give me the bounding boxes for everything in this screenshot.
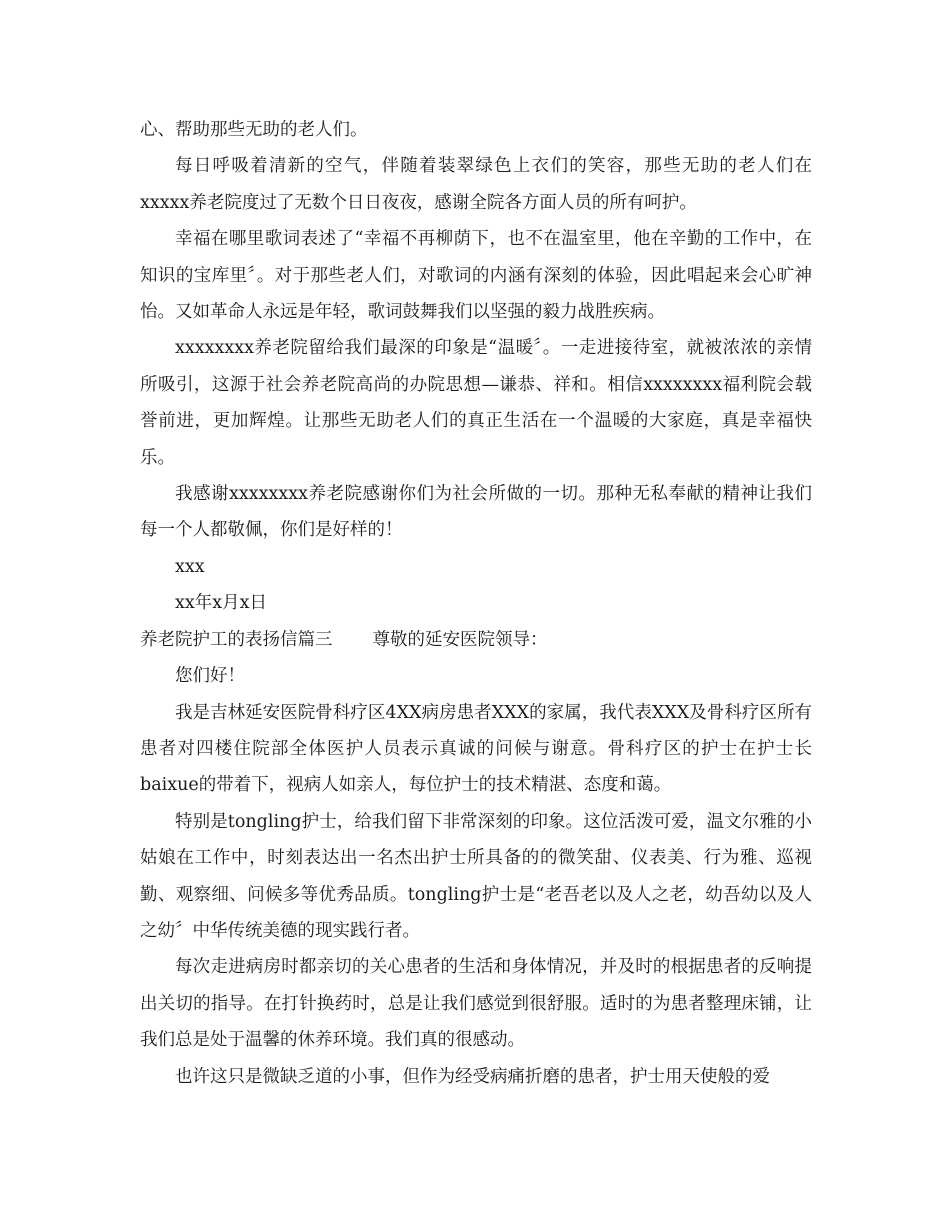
section-heading (140, 622, 812, 658)
paragraph: 每次走进病房时都亲切的关心患者的生活和身体情况，并及时的根据患者的反响提出关切的指导。在打针换药时，总是让我们感觉到很舒服。适时的为患者整理床铺，让我们总是处于温馨的休养环境。我们真的很感动。 (140, 957, 812, 1051)
paragraph: xxxxxxxx养老院留给我们最深的印象是“温暖〞。一走进接待室，就被浓浓的亲情所吸引，这源于社会养老院高尚的办院思想—谦恭、祥和。相信xxxxxxxx福利院会载誉前进，更加辉煌。让那些无助老人们的真正生活在一个温暖的大家庭，真是幸福快乐。 (140, 338, 812, 468)
paragraph: 特别是tongling护士，给我们留下非常深刻的印象。这位活泼可爱，温文尔雅的小姑娘在工作中，时刻表达出一名杰出护士所具备的的微笑甜、仪表美、行为雅、巡视勤、观察细、问候多等优秀品质。tongling护士是“老吾老以及人之老，幼吾幼以及人之幼〞中华传统美德的现实践行者。 (140, 811, 812, 941)
paragraph: 心、帮助那些无助的老人们。 (140, 120, 368, 140)
letter-salutation: 尊敬的延安医院领导： (372, 629, 548, 650)
paragraph: 幸福在哪里歌词表述了“幸福不再柳荫下，也不在温室里，他在辛勤的工作中，在知识的宝库里〞。对于那些老人们，对歌词的内涵有深刻的体验，因此唱起来会心旷神怡。又如革命人永远是年轻，歌词鼓舞我们以坚强的毅力战胜疾病。 (140, 229, 812, 323)
paragraph: 我感谢xxxxxxxx养老院感谢你们为社会所做的一切。那种无私奉献的精神让我们每一个人都敬佩，你们是好样的！ (140, 484, 812, 541)
signature-date: xx年x月x日 (175, 593, 267, 614)
paragraph: 也许这只是微缺乏道的小事，但作为经受病痛折磨的患者，护士用天使般的爱 (175, 1066, 770, 1087)
document-body (140, 112, 812, 1095)
signature-name: xxx (175, 556, 205, 577)
greeting: 您们好！ (175, 666, 245, 687)
paragraph: 我是吉林延安医院骨科疗区4XX病房患者XXX的家属，我代表XXX及骨科疗区所有患者对四楼住院部全体医护人员表示真诚的问候与谢意。骨科疗区的护士在护士长baixue的带着下，视病人如亲人，每位护士的技术精湛、态度和蔼。 (140, 702, 812, 796)
paragraph: 每日呼吸着清新的空气，伴随着装翠绿色上衣们的笑容，那些无助的老人们在xxxxx养老院度过了无数个日日夜夜，感谢全院各方面人员的所有呵护。 (140, 156, 812, 213)
section-title: 养老院护工的表扬信篇三 (140, 629, 333, 650)
